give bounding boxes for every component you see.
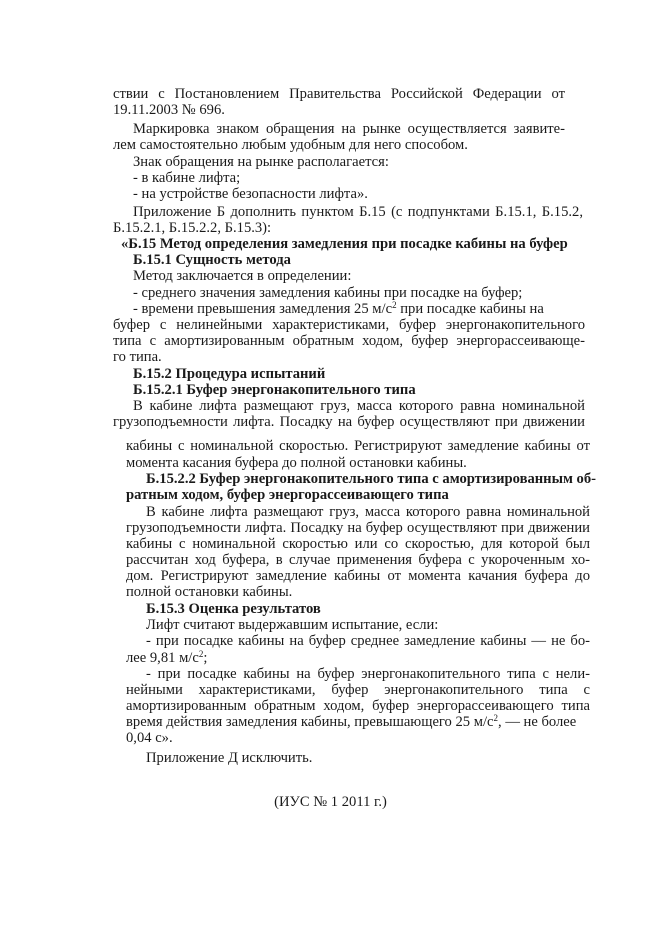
text-line: Знак обращения на рынке располагается: (133, 154, 389, 170)
text-line: Б.15.2.1, Б.15.2.2, Б.15.3): (113, 220, 272, 236)
text-line: - на устройстве безопасности лифта». (133, 186, 368, 202)
superscript: 2 (198, 649, 204, 659)
text-line: Лифт считают выдержавшим испытание, если: (146, 617, 439, 633)
text-line: грузоподъемности лифта. Посадку на буфер осуществляют при движении (126, 520, 590, 536)
text-line: типа с амортизированным обратным ходом, буфер энергорассеивающе- (113, 333, 585, 349)
text-line: Маркировка знаком обращения на рынке осуществляется заявите- (133, 121, 565, 137)
text-line-with-superscript (133, 301, 585, 317)
text-fragment: - времени превышения замедления 25 м/с (133, 301, 393, 317)
text-fragment: ; (203, 650, 208, 666)
subsection-heading: Б.15.2.1 Буфер энергонакопительного типа (133, 382, 416, 398)
text-line: - среднего значения замедления кабины при посадке на буфер; (133, 285, 523, 301)
subsection-heading: ратным ходом, буфер энергорассеивающего типа (126, 487, 449, 503)
text-line: В кабине лифта размещают груз, масса которого равна номинальной (146, 504, 590, 520)
superscript: 2 (392, 300, 397, 310)
subsection-heading: Б.15.2 Процедура испытаний (133, 366, 326, 382)
text-line: буфер с нелинейными характеристиками, буфер энергонакопительного (113, 317, 585, 333)
text-line: лем самостоятельно любым удобным для него способом. (113, 137, 468, 153)
text-line: нейными характеристиками, буфер энергонакопительного типа с (126, 682, 590, 698)
superscript: 2 (493, 713, 499, 723)
text-line: - при посадке кабины на буфер среднее замедление кабины — не бо- (146, 633, 590, 649)
text-line: момента касания буфера до полной остановки кабины. (126, 455, 467, 471)
text-line: - при посадке кабины на буфер энергонакопительного типа с нели- (146, 666, 590, 682)
text-line-with-superscript (126, 714, 576, 730)
text-line: го типа. (113, 349, 162, 365)
section-heading: «Б.15 Метод определения замедления при посадке кабины на буфер (121, 236, 568, 252)
subsection-heading: Б.15.2.2 Буфер энергонакопительного типа с амортизированным об- (146, 471, 597, 487)
text-line: рассчитан ход буфера, в случае применения буфера с укороченным хо- (126, 552, 590, 568)
text-fragment: время действия замедления кабины, превышающего 25 м/с (126, 714, 494, 730)
text-fragment: при посадке кабины на (396, 301, 544, 317)
text-fragment: , — не более (498, 714, 577, 730)
text-line: Приложение Д исключить. (146, 750, 313, 766)
text-line: полной остановки кабины. (126, 584, 293, 600)
text-line: 19.11.2003 № 696. (113, 102, 225, 118)
text-line-with-superscript (126, 650, 207, 666)
text-line: - в кабине лифта; (133, 170, 241, 186)
text-line: Метод заключается в определении: (133, 268, 352, 284)
text-line: кабины с номинальной скоростью или со скоростью, для которой был (126, 536, 590, 552)
footer-reference: (ИУС № 1 2011 г.) (274, 794, 387, 810)
text-line: амортизированным обратным ходом, буфер энергорассеивающего типа (126, 698, 590, 714)
text-line: дом. Регистрируют замедление кабины от момента качания буфера до (126, 568, 590, 584)
subsection-heading: Б.15.1 Сущность метода (133, 252, 291, 268)
text-line: 0,04 с». (126, 730, 173, 746)
text-line: грузоподъемности лифта. Посадку на буфер осуществляют при движении (113, 414, 585, 430)
text-line: Приложение Б дополнить пунктом Б.15 (с подпунктами Б.15.1, Б.15.2, (133, 204, 583, 220)
text-line: кабины с номинальной скоростью. Регистрируют замедление кабины от (126, 438, 590, 454)
text-fragment: лее 9,81 м/с (126, 650, 199, 666)
text-line: ствии с Постановлением Правительства Российской Федерации от (113, 86, 565, 102)
text-line: В кабине лифта размещают груз, масса которого равна номинальной (133, 398, 585, 414)
subsection-heading: Б.15.3 Оценка результатов (146, 601, 321, 617)
